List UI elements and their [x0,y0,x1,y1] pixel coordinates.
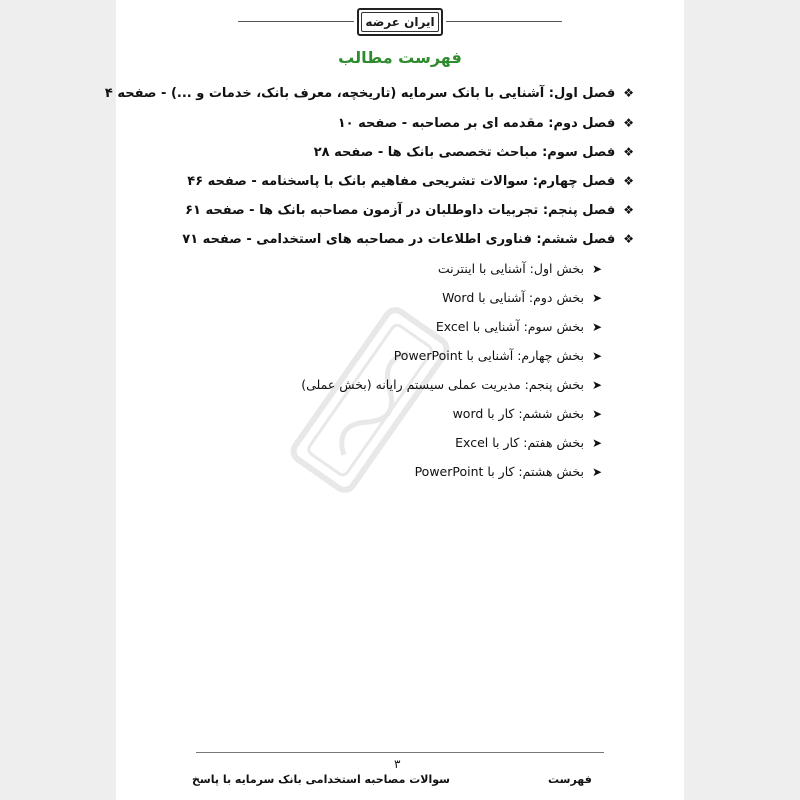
chapter-label: فصل چهارم: سوالات تشریحی مفاهیم بانک با پاسخنامه - صفحه ۴۶ [187,174,616,189]
section-label: بخش هشتم: کار با PowerPoint [414,464,584,479]
arrow-bullet-icon: ➤ [591,465,602,479]
arrow-bullet-icon: ➤ [591,378,602,392]
toc-title: فهرست مطالب [338,48,462,67]
header-rule-left [238,21,354,22]
chapter-label: فصل ششم: فناوری اطلاعات در مصاحبه های استخدامی - صفحه ۷۱ [182,232,616,247]
section-label: بخش چهارم: آشنایی با PowerPoint [393,348,584,363]
toc-section-6[interactable] [453,406,602,421]
toc-section-1[interactable] [438,261,602,276]
section-label: بخش ششم: کار با word [452,406,584,421]
section-label: بخش سوم: آشنایی با Excel [435,319,584,334]
footer-rule [196,752,604,753]
toc-chapter-2[interactable] [338,116,634,131]
chapter-label: فصل دوم: مقدمه ای بر مصاحبه - صفحه ۱۰ [337,116,616,131]
section-label: بخش پنجم: مدیریت عملی سیستم رایانه (بخش عملی) [301,377,584,392]
toc-section-2[interactable] [442,290,602,305]
toc-chapter-5[interactable] [185,203,634,218]
chapter-label: فصل سوم: مباحث تخصصی بانک ها - صفحه ۲۸ [313,145,616,160]
toc-section-7[interactable] [455,435,602,450]
arrow-bullet-icon: ➤ [591,320,602,334]
diamond-bullet-icon: ❖ [623,86,634,100]
chapter-label: فصل پنجم: تجربیات داوطلبان در آزمون مصاحبه بانک ها - صفحه ۶۱ [185,203,616,218]
toc-section-3[interactable] [436,319,602,334]
arrow-bullet-icon: ➤ [591,407,602,421]
footer-section-name: فهرست [548,773,592,786]
toc-section-8[interactable] [415,464,602,479]
header-rule-right [446,21,562,22]
diamond-bullet-icon: ❖ [623,174,634,188]
arrow-bullet-icon: ➤ [591,262,602,276]
toc-chapter-1[interactable] [105,86,634,101]
diamond-bullet-icon: ❖ [623,232,634,246]
arrow-bullet-icon: ➤ [591,436,602,450]
diamond-bullet-icon: ❖ [623,203,634,217]
toc-chapter-6[interactable] [182,232,634,247]
toc-section-4[interactable] [394,348,602,363]
toc-section-5[interactable] [301,377,602,392]
section-label: بخش دوم: آشنایی با Word [442,290,584,305]
diamond-bullet-icon: ❖ [623,116,634,130]
arrow-bullet-icon: ➤ [591,349,602,363]
toc-chapter-4[interactable] [187,174,634,189]
section-label: بخش هفتم: کار با Excel [455,435,584,450]
section-label: بخش اول: آشنایی با اینترنت [437,261,584,276]
diamond-bullet-icon: ❖ [623,145,634,159]
brand-logo [357,8,443,36]
arrow-bullet-icon: ➤ [591,291,602,305]
page-number: ۳ [394,757,401,771]
toc-chapter-3[interactable] [314,145,634,160]
chapter-label: فصل اول: آشنایی با بانک سرمایه (تاریخچه، معرف بانک، خدمات و ...) - صفحه ۴ [104,86,616,101]
brand-logo-text: ایران عرضه [361,12,439,32]
footer-document-title: سوالات مصاحبه استخدامی بانک سرمایه با پاسخ [192,773,450,786]
